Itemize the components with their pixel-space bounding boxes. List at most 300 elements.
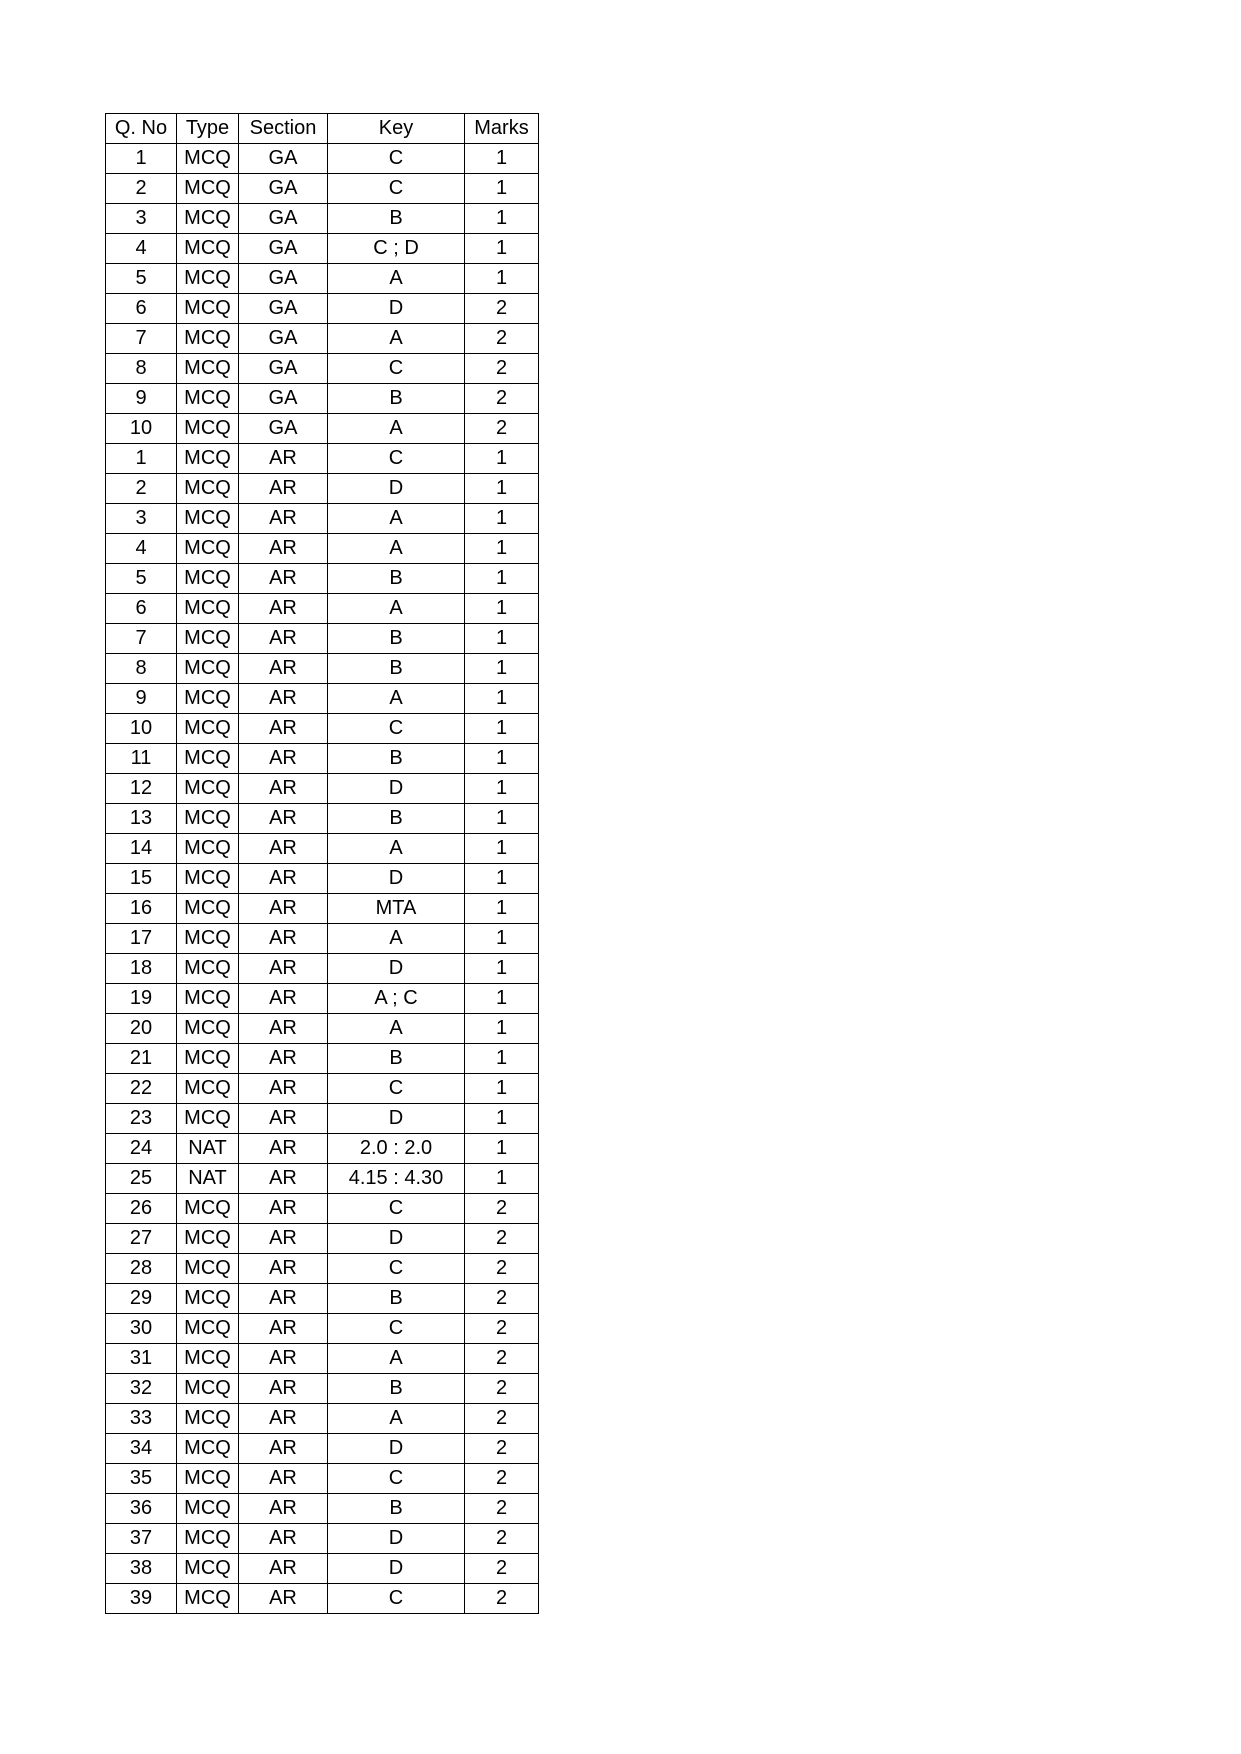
cell-section: AR xyxy=(239,1044,328,1074)
cell-qno: 22 xyxy=(106,1074,177,1104)
cell-key: C xyxy=(328,144,465,174)
table-row xyxy=(106,1554,539,1584)
cell-qno: 5 xyxy=(106,264,177,294)
cell-marks: 1 xyxy=(465,474,539,504)
table-header xyxy=(106,114,539,144)
cell-qno: 6 xyxy=(106,294,177,324)
cell-qno: 8 xyxy=(106,654,177,684)
cell-type: MCQ xyxy=(177,624,239,654)
cell-marks: 2 xyxy=(465,354,539,384)
table-row xyxy=(106,1104,539,1134)
cell-qno: 34 xyxy=(106,1434,177,1464)
table-row xyxy=(106,1044,539,1074)
table-row xyxy=(106,1164,539,1194)
cell-type: NAT xyxy=(177,1164,239,1194)
table-row xyxy=(106,354,539,384)
table-row xyxy=(106,864,539,894)
cell-qno: 7 xyxy=(106,624,177,654)
cell-type: MCQ xyxy=(177,774,239,804)
cell-qno: 32 xyxy=(106,1374,177,1404)
table-row xyxy=(106,384,539,414)
table-row xyxy=(106,204,539,234)
cell-section: GA xyxy=(239,174,328,204)
cell-qno: 13 xyxy=(106,804,177,834)
cell-marks: 2 xyxy=(465,1494,539,1524)
cell-key: B xyxy=(328,744,465,774)
table-row xyxy=(106,1194,539,1224)
table-row xyxy=(106,294,539,324)
table-row xyxy=(106,984,539,1014)
cell-type: MCQ xyxy=(177,414,239,444)
table-row xyxy=(106,714,539,744)
cell-section: AR xyxy=(239,1434,328,1464)
cell-marks: 2 xyxy=(465,1254,539,1284)
table-row xyxy=(106,444,539,474)
cell-section: AR xyxy=(239,984,328,1014)
cell-qno: 25 xyxy=(106,1164,177,1194)
table-row xyxy=(106,804,539,834)
cell-key: B xyxy=(328,564,465,594)
cell-marks: 1 xyxy=(465,174,539,204)
cell-key: D xyxy=(328,864,465,894)
cell-key: C xyxy=(328,1194,465,1224)
cell-type: MCQ xyxy=(177,324,239,354)
cell-section: AR xyxy=(239,534,328,564)
cell-type: MCQ xyxy=(177,1074,239,1104)
cell-type: MCQ xyxy=(177,384,239,414)
table-row xyxy=(106,474,539,504)
cell-marks: 1 xyxy=(465,654,539,684)
cell-marks: 2 xyxy=(465,1344,539,1374)
cell-key: D xyxy=(328,954,465,984)
table-row xyxy=(106,144,539,174)
header-type: Type xyxy=(177,114,239,144)
table-row xyxy=(106,924,539,954)
cell-qno: 17 xyxy=(106,924,177,954)
cell-qno: 20 xyxy=(106,1014,177,1044)
cell-type: MCQ xyxy=(177,864,239,894)
table-row xyxy=(106,234,539,264)
cell-key: C xyxy=(328,1254,465,1284)
header-section: Section xyxy=(239,114,328,144)
cell-key: B xyxy=(328,654,465,684)
table-row xyxy=(106,624,539,654)
cell-key: A xyxy=(328,834,465,864)
cell-marks: 2 xyxy=(465,1404,539,1434)
cell-type: MCQ xyxy=(177,564,239,594)
cell-type: MCQ xyxy=(177,174,239,204)
cell-marks: 1 xyxy=(465,684,539,714)
cell-marks: 2 xyxy=(465,1464,539,1494)
cell-type: MCQ xyxy=(177,1014,239,1044)
cell-key: MTA xyxy=(328,894,465,924)
cell-marks: 2 xyxy=(465,1434,539,1464)
cell-qno: 1 xyxy=(106,144,177,174)
cell-key: A xyxy=(328,534,465,564)
header-row xyxy=(106,114,539,144)
cell-qno: 4 xyxy=(106,234,177,264)
cell-key: A xyxy=(328,324,465,354)
cell-type: MCQ xyxy=(177,354,239,384)
cell-section: AR xyxy=(239,804,328,834)
cell-type: MCQ xyxy=(177,654,239,684)
cell-qno: 8 xyxy=(106,354,177,384)
cell-section: AR xyxy=(239,744,328,774)
table-row xyxy=(106,1254,539,1284)
cell-qno: 14 xyxy=(106,834,177,864)
cell-qno: 26 xyxy=(106,1194,177,1224)
cell-qno: 31 xyxy=(106,1344,177,1374)
cell-section: AR xyxy=(239,864,328,894)
cell-type: MCQ xyxy=(177,954,239,984)
cell-type: MCQ xyxy=(177,1554,239,1584)
table-row xyxy=(106,1494,539,1524)
cell-marks: 2 xyxy=(465,1584,539,1614)
cell-type: MCQ xyxy=(177,1194,239,1224)
cell-type: MCQ xyxy=(177,504,239,534)
cell-key: D xyxy=(328,1434,465,1464)
cell-type: MCQ xyxy=(177,804,239,834)
cell-marks: 1 xyxy=(465,444,539,474)
cell-qno: 38 xyxy=(106,1554,177,1584)
cell-key: C xyxy=(328,714,465,744)
table-row xyxy=(106,1464,539,1494)
table-row xyxy=(106,594,539,624)
cell-section: GA xyxy=(239,384,328,414)
table-row xyxy=(106,1434,539,1464)
cell-section: AR xyxy=(239,894,328,924)
cell-section: AR xyxy=(239,1374,328,1404)
cell-qno: 37 xyxy=(106,1524,177,1554)
cell-key: C ; D xyxy=(328,234,465,264)
cell-section: AR xyxy=(239,1014,328,1044)
cell-type: MCQ xyxy=(177,294,239,324)
cell-marks: 1 xyxy=(465,564,539,594)
table-row xyxy=(106,564,539,594)
cell-qno: 27 xyxy=(106,1224,177,1254)
cell-marks: 1 xyxy=(465,1134,539,1164)
cell-qno: 24 xyxy=(106,1134,177,1164)
cell-marks: 1 xyxy=(465,234,539,264)
cell-qno: 23 xyxy=(106,1104,177,1134)
cell-key: B xyxy=(328,204,465,234)
cell-key: 2.0 : 2.0 xyxy=(328,1134,465,1164)
cell-key: A xyxy=(328,1014,465,1044)
cell-marks: 1 xyxy=(465,1164,539,1194)
cell-qno: 2 xyxy=(106,474,177,504)
cell-marks: 1 xyxy=(465,954,539,984)
cell-marks: 2 xyxy=(465,294,539,324)
cell-qno: 7 xyxy=(106,324,177,354)
cell-key: A ; C xyxy=(328,984,465,1014)
table-row xyxy=(106,1344,539,1374)
cell-type: MCQ xyxy=(177,924,239,954)
cell-section: AR xyxy=(239,1224,328,1254)
table-row xyxy=(106,744,539,774)
cell-key: B xyxy=(328,1044,465,1074)
table-row xyxy=(106,174,539,204)
cell-key: B xyxy=(328,804,465,834)
cell-type: MCQ xyxy=(177,894,239,924)
table-row xyxy=(106,264,539,294)
cell-key: C xyxy=(328,1314,465,1344)
cell-type: MCQ xyxy=(177,264,239,294)
cell-type: MCQ xyxy=(177,1044,239,1074)
cell-key: 4.15 : 4.30 xyxy=(328,1164,465,1194)
cell-type: MCQ xyxy=(177,1104,239,1134)
answer-key-table xyxy=(105,113,539,1614)
cell-section: AR xyxy=(239,1314,328,1344)
cell-marks: 1 xyxy=(465,1104,539,1134)
cell-key: D xyxy=(328,294,465,324)
cell-key: C xyxy=(328,444,465,474)
cell-marks: 1 xyxy=(465,1074,539,1104)
cell-key: C xyxy=(328,1464,465,1494)
table-row xyxy=(106,324,539,354)
cell-section: AR xyxy=(239,444,328,474)
table-row xyxy=(106,1134,539,1164)
cell-qno: 35 xyxy=(106,1464,177,1494)
cell-marks: 2 xyxy=(465,324,539,354)
cell-section: AR xyxy=(239,1164,328,1194)
cell-key: A xyxy=(328,684,465,714)
cell-section: AR xyxy=(239,1194,328,1224)
cell-type: MCQ xyxy=(177,1344,239,1374)
table-row xyxy=(106,414,539,444)
table-row xyxy=(106,954,539,984)
cell-marks: 1 xyxy=(465,834,539,864)
cell-type: MCQ xyxy=(177,534,239,564)
cell-type: MCQ xyxy=(177,984,239,1014)
cell-marks: 1 xyxy=(465,984,539,1014)
cell-key: C xyxy=(328,174,465,204)
cell-section: AR xyxy=(239,834,328,864)
cell-type: MCQ xyxy=(177,1254,239,1284)
cell-key: D xyxy=(328,1554,465,1584)
cell-type: MCQ xyxy=(177,1584,239,1614)
table-row xyxy=(106,684,539,714)
cell-qno: 6 xyxy=(106,594,177,624)
cell-type: MCQ xyxy=(177,834,239,864)
cell-qno: 1 xyxy=(106,444,177,474)
cell-qno: 4 xyxy=(106,534,177,564)
cell-section: AR xyxy=(239,1494,328,1524)
cell-section: AR xyxy=(239,594,328,624)
table-row xyxy=(106,1224,539,1254)
cell-qno: 12 xyxy=(106,774,177,804)
cell-section: GA xyxy=(239,294,328,324)
table-row xyxy=(106,1404,539,1434)
cell-key: D xyxy=(328,1224,465,1254)
cell-type: MCQ xyxy=(177,1464,239,1494)
cell-section: AR xyxy=(239,1584,328,1614)
cell-key: A xyxy=(328,1344,465,1374)
cell-key: A xyxy=(328,924,465,954)
cell-section: AR xyxy=(239,654,328,684)
cell-qno: 10 xyxy=(106,714,177,744)
cell-qno: 18 xyxy=(106,954,177,984)
cell-type: MCQ xyxy=(177,204,239,234)
cell-marks: 1 xyxy=(465,144,539,174)
cell-key: C xyxy=(328,354,465,384)
cell-section: AR xyxy=(239,924,328,954)
cell-marks: 2 xyxy=(465,1194,539,1224)
cell-section: AR xyxy=(239,1404,328,1434)
cell-type: MCQ xyxy=(177,1284,239,1314)
table-row xyxy=(106,654,539,684)
cell-section: GA xyxy=(239,264,328,294)
cell-qno: 15 xyxy=(106,864,177,894)
cell-marks: 2 xyxy=(465,1284,539,1314)
cell-section: AR xyxy=(239,1074,328,1104)
header-marks: Marks xyxy=(465,114,539,144)
cell-key: B xyxy=(328,384,465,414)
cell-qno: 2 xyxy=(106,174,177,204)
cell-qno: 36 xyxy=(106,1494,177,1524)
cell-key: B xyxy=(328,624,465,654)
cell-marks: 2 xyxy=(465,1224,539,1254)
cell-section: AR xyxy=(239,1134,328,1164)
table-row xyxy=(106,1314,539,1344)
cell-type: MCQ xyxy=(177,474,239,504)
cell-qno: 3 xyxy=(106,504,177,534)
cell-key: D xyxy=(328,474,465,504)
header-key: Key xyxy=(328,114,465,144)
cell-marks: 2 xyxy=(465,384,539,414)
cell-type: MCQ xyxy=(177,1434,239,1464)
cell-marks: 2 xyxy=(465,1314,539,1344)
cell-section: AR xyxy=(239,684,328,714)
cell-key: D xyxy=(328,774,465,804)
cell-section: AR xyxy=(239,1464,328,1494)
cell-qno: 5 xyxy=(106,564,177,594)
cell-marks: 1 xyxy=(465,1014,539,1044)
cell-marks: 1 xyxy=(465,804,539,834)
cell-marks: 1 xyxy=(465,204,539,234)
cell-type: MCQ xyxy=(177,1494,239,1524)
cell-section: AR xyxy=(239,564,328,594)
cell-section: AR xyxy=(239,954,328,984)
cell-type: MCQ xyxy=(177,1374,239,1404)
cell-marks: 1 xyxy=(465,744,539,774)
cell-key: C xyxy=(328,1074,465,1104)
cell-qno: 11 xyxy=(106,744,177,774)
cell-marks: 1 xyxy=(465,594,539,624)
cell-type: MCQ xyxy=(177,444,239,474)
table-row xyxy=(106,1524,539,1554)
cell-type: MCQ xyxy=(177,1314,239,1344)
cell-marks: 1 xyxy=(465,774,539,804)
cell-type: MCQ xyxy=(177,744,239,774)
cell-qno: 10 xyxy=(106,414,177,444)
cell-key: B xyxy=(328,1494,465,1524)
cell-qno: 9 xyxy=(106,684,177,714)
table-row xyxy=(106,534,539,564)
table-row xyxy=(106,1284,539,1314)
cell-marks: 1 xyxy=(465,864,539,894)
cell-marks: 1 xyxy=(465,924,539,954)
cell-marks: 1 xyxy=(465,1044,539,1074)
cell-section: AR xyxy=(239,1554,328,1584)
cell-section: AR xyxy=(239,1254,328,1284)
cell-section: AR xyxy=(239,774,328,804)
cell-key: A xyxy=(328,1404,465,1434)
cell-key: B xyxy=(328,1374,465,1404)
cell-type: MCQ xyxy=(177,144,239,174)
cell-marks: 1 xyxy=(465,624,539,654)
table-row xyxy=(106,1584,539,1614)
cell-qno: 9 xyxy=(106,384,177,414)
cell-marks: 1 xyxy=(465,714,539,744)
cell-section: GA xyxy=(239,234,328,264)
header-qno: Q. No xyxy=(106,114,177,144)
cell-section: AR xyxy=(239,1344,328,1374)
cell-key: D xyxy=(328,1524,465,1554)
cell-marks: 2 xyxy=(465,1554,539,1584)
cell-section: GA xyxy=(239,204,328,234)
cell-section: AR xyxy=(239,1524,328,1554)
cell-section: GA xyxy=(239,414,328,444)
cell-type: NAT xyxy=(177,1134,239,1164)
cell-qno: 19 xyxy=(106,984,177,1014)
cell-key: C xyxy=(328,1584,465,1614)
cell-marks: 1 xyxy=(465,504,539,534)
table-body xyxy=(106,144,539,1614)
cell-type: MCQ xyxy=(177,594,239,624)
table-row xyxy=(106,1074,539,1104)
cell-type: MCQ xyxy=(177,1224,239,1254)
cell-section: AR xyxy=(239,714,328,744)
table-row xyxy=(106,774,539,804)
cell-key: B xyxy=(328,1284,465,1314)
cell-qno: 28 xyxy=(106,1254,177,1284)
cell-section: AR xyxy=(239,1104,328,1134)
cell-qno: 21 xyxy=(106,1044,177,1074)
table-row xyxy=(106,894,539,924)
cell-type: MCQ xyxy=(177,1404,239,1434)
cell-section: GA xyxy=(239,324,328,354)
table-row xyxy=(106,834,539,864)
cell-qno: 29 xyxy=(106,1284,177,1314)
cell-key: D xyxy=(328,1104,465,1134)
cell-type: MCQ xyxy=(177,684,239,714)
cell-section: AR xyxy=(239,474,328,504)
cell-key: A xyxy=(328,414,465,444)
cell-type: MCQ xyxy=(177,234,239,264)
cell-key: A xyxy=(328,594,465,624)
cell-qno: 16 xyxy=(106,894,177,924)
cell-section: AR xyxy=(239,624,328,654)
cell-section: GA xyxy=(239,144,328,174)
cell-type: MCQ xyxy=(177,1524,239,1554)
cell-section: GA xyxy=(239,354,328,384)
cell-marks: 2 xyxy=(465,414,539,444)
cell-marks: 1 xyxy=(465,894,539,924)
cell-key: A xyxy=(328,264,465,294)
cell-qno: 33 xyxy=(106,1404,177,1434)
cell-marks: 2 xyxy=(465,1524,539,1554)
table-row xyxy=(106,1374,539,1404)
cell-marks: 2 xyxy=(465,1374,539,1404)
table-row xyxy=(106,504,539,534)
cell-qno: 30 xyxy=(106,1314,177,1344)
table-row xyxy=(106,1014,539,1044)
cell-section: AR xyxy=(239,504,328,534)
cell-key: A xyxy=(328,504,465,534)
cell-section: AR xyxy=(239,1284,328,1314)
cell-type: MCQ xyxy=(177,714,239,744)
cell-qno: 39 xyxy=(106,1584,177,1614)
